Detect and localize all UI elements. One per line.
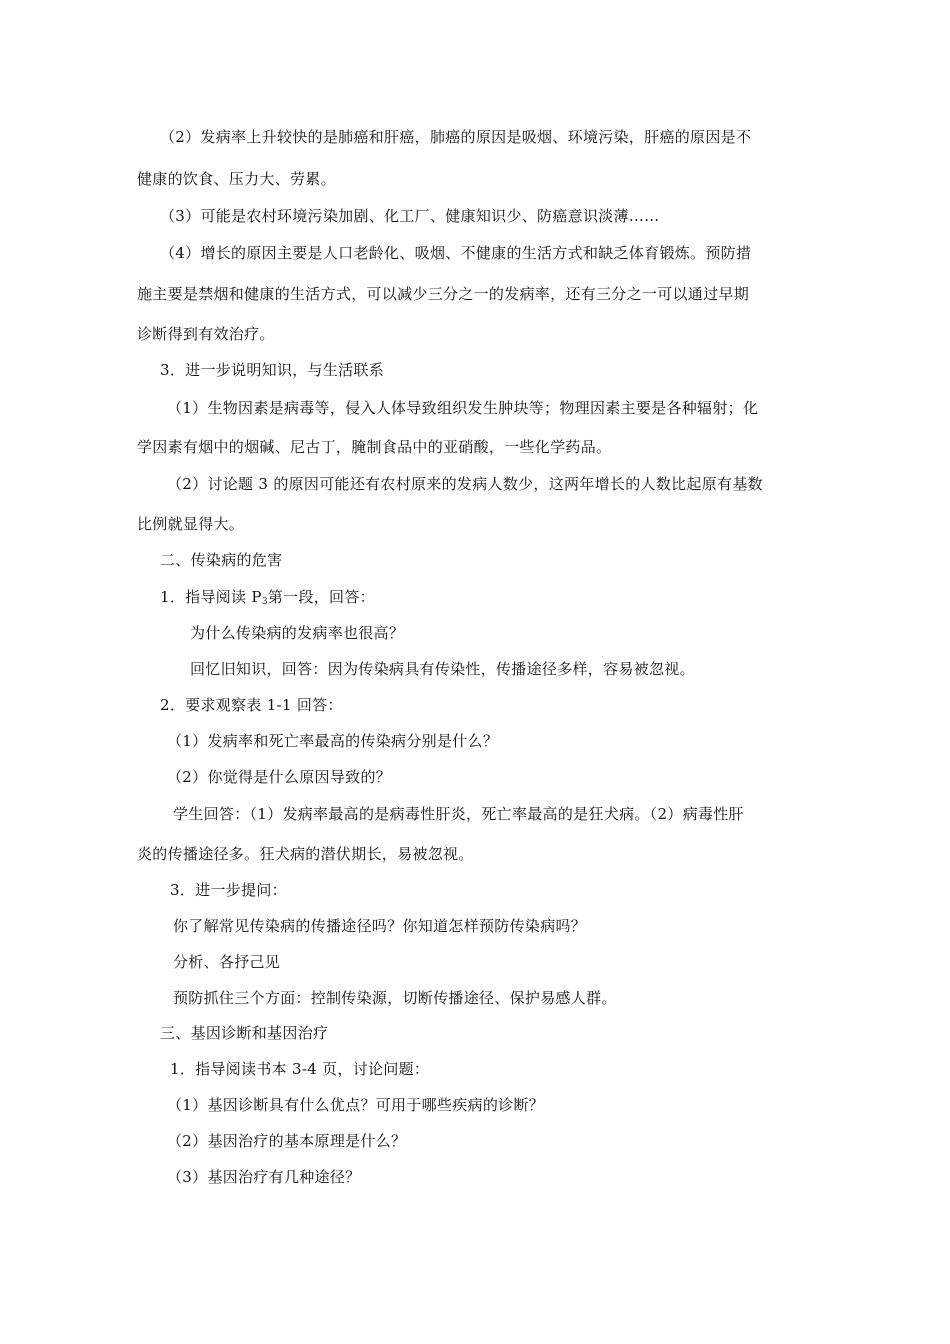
text-line: 分析、各抒己见 xyxy=(173,953,281,971)
text-line: （3）可能是农村环境污染加剧、化工厂、健康知识少、防癌意识淡薄…… xyxy=(160,207,660,225)
question-line: （1）发病率和死亡率最高的传染病分别是什么？ xyxy=(167,732,499,750)
reading-prompt xyxy=(160,587,375,612)
section-heading: 3．进一步提问： xyxy=(170,881,287,899)
text-line: （2）发病率上升较快的是肺癌和肝癌，肺癌的原因是吸烟、环境污染，肝癌的原因是不 xyxy=(160,128,752,146)
reading-prompt-text: 1．指导阅读 P xyxy=(160,588,262,606)
text-line: （2）讨论题 3 的原因可能还有农村原来的发病人数少，这两年增长的人数比起原有基数 xyxy=(167,475,763,493)
text-line: 预防抓住三个方面：控制传染源，切断传播途径、保护易感人群。 xyxy=(173,989,617,1007)
text-line: （4）增长的原因主要是人口老龄化、吸烟、不健康的生活方式和缺乏体育锻炼。预防措 xyxy=(160,244,752,262)
section-heading: 二、传染病的危害 xyxy=(160,551,283,569)
text-line: 学生回答：（1）发病率最高的是病毒性肝炎，死亡率最高的是狂犬病。（2）病毒性肝 xyxy=(173,805,744,823)
text-line: 比例就显得大。 xyxy=(137,515,245,533)
section-heading: 2．要求观察表 1-1 回答： xyxy=(160,696,343,714)
question-line: （1）基因诊断具有什么优点？可用于哪些疾病的诊断？ xyxy=(167,1096,545,1114)
text-line: （1）生物因素是病毒等，侵入人体导致组织发生肿块等；物理因素主要是各种辐射；化 xyxy=(167,399,759,417)
page-number-subscript: 3 xyxy=(261,597,268,607)
text-line: 施主要是禁烟和健康的生活方式，可以减少三分之一的发病率，还有三分之一可以通过早期 xyxy=(137,285,750,303)
question-line: （2）你觉得是什么原因导致的？ xyxy=(167,768,392,786)
question-line: （3）基因治疗有几种途径？ xyxy=(167,1168,361,1186)
text-line: 诊断得到有效治疗。 xyxy=(137,325,275,343)
section-heading: 3．进一步说明知识，与生活联系 xyxy=(160,361,385,379)
question-line: （2）基因治疗的基本原理是什么？ xyxy=(167,1132,407,1150)
reading-prompt-text: 第一段，回答： xyxy=(267,588,375,606)
question-line: 为什么传染病的发病率也很高？ xyxy=(190,624,405,642)
text-line: 学因素有烟中的烟碱、尼古丁，腌制食品中的亚硝酸，一些化学药品。 xyxy=(137,438,612,456)
section-heading: 三、基因诊断和基因治疗 xyxy=(160,1024,329,1042)
section-heading: 1．指导阅读书本 3-4 页，讨论问题： xyxy=(170,1060,430,1078)
text-line: 炎的传播途径多。狂犬病的潜伏期长，易被忽视。 xyxy=(137,845,474,863)
text-line: 健康的饮食、压力大、劳累。 xyxy=(137,170,336,188)
text-line: 回忆旧知识，回答：因为传染病具有传染性，传播途径多样，容易被忽视。 xyxy=(190,660,695,678)
question-line: 你了解常见传染病的传播途径吗？你知道怎样预防传染病吗？ xyxy=(173,917,587,935)
